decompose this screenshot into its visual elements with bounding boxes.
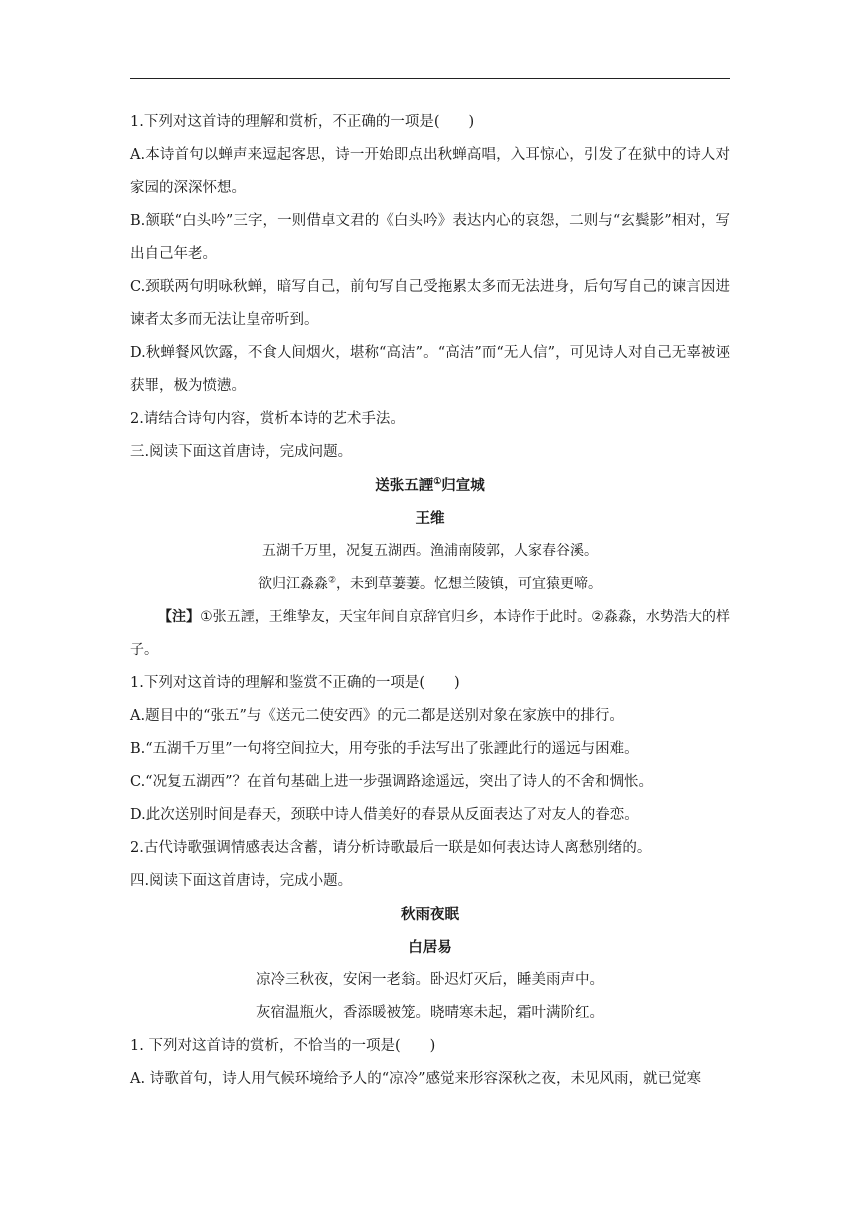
- question-text: 2.古代诗歌强调情感表达含蓄，请分析诗歌最后一联是如何表达诗人离愁别绪的。: [130, 840, 652, 856]
- question-text: 1.下列对这首诗的理解和赏析，不正确的一项是( ): [130, 114, 475, 130]
- option-d: D.秋蝉餐风饮露，不食人间烟火，堪称“高洁”。“高洁”而“无人信”，可见诗人对自己无辜被诬获罪，极为愤懑。: [130, 345, 730, 394]
- option-a: A.题目中的“张五”与《送元二使安西》的元二都是送别对象在家族中的排行。: [130, 708, 624, 724]
- footnote-marker: ①: [433, 477, 442, 488]
- poem-note: [130, 601, 730, 667]
- note-text: ①张五諲，王维挚友，天宝年间自京辞官归乡，本诗作于此时。②淼淼，水势浩大的样子。: [130, 609, 731, 658]
- question-text: 1. 下列对这首诗的赏析，不恰当的一项是( ): [130, 1038, 436, 1054]
- footnote-marker: ②: [327, 575, 337, 586]
- option-a: A. 诗歌首句，诗人用气候环境给予人的“凉冷”感觉来形容深秋之夜，未见风雨，就已觉寒: [130, 1071, 702, 1087]
- poem-line: 凉冷三秋夜，安闲一老翁。卧迟灯灭后，睡美雨声中。: [256, 972, 604, 988]
- option-d: D.此次送别时间是春天，颈联中诗人借美好的春景从反面表达了对友人的眷恋。: [130, 807, 639, 823]
- poem-line-part: ，未到草萋萋。忆想兰陵镇，可宜猿更啼。: [336, 576, 603, 592]
- header-rule: [130, 78, 730, 79]
- poem-title-part: 送张五諲: [375, 477, 434, 494]
- section-heading: 四.阅读下面这首唐诗，完成小题。: [130, 873, 353, 889]
- option-c: C.“况复五湖西”？在首句基础上进一步强调路途遥远，突出了诗人的不舍和惆怅。: [130, 774, 654, 790]
- note-label: 【注】: [158, 609, 201, 625]
- poem-line-part: 欲归江淼淼: [257, 576, 328, 592]
- poem-author: 白居易: [408, 939, 452, 956]
- document-body: [130, 106, 730, 1096]
- poem-title: 秋雨夜眠: [401, 906, 459, 923]
- section-heading: 三.阅读下面这首唐诗，完成问题。: [130, 444, 353, 460]
- poem-line: 五湖千万里，况复五湖西。渔浦南陵郭，人家春谷溪。: [262, 543, 598, 559]
- poem-author: 王维: [415, 510, 445, 527]
- poem-title: [130, 469, 730, 502]
- poem-title-part: 归宣城: [441, 477, 485, 494]
- poem-line: 灰宿温瓶火，香添暖被笼。晓晴寒未起，霜叶满阶红。: [256, 1005, 604, 1021]
- option-c: C.颈联两句明咏秋蝉，暗写自己，前句写自己受拖累太多而无法进身，后句写自己的谏言因进谏者太多而无法让皇帝听到。: [130, 279, 730, 328]
- poem-line: [130, 568, 730, 601]
- question-text: 2.请结合诗句内容，赏析本诗的艺术手法。: [130, 411, 405, 427]
- option-b: B.“五湖千万里”一句将空间拉大，用夸张的手法写出了张諲此行的遥远与困难。: [130, 741, 639, 757]
- option-b: B.颔联“白头吟”三字，一则借卓文君的《白头吟》表达内心的哀怨，二则与“玄鬓影”相对，写出自己年老。: [130, 213, 730, 262]
- option-a: A.本诗首句以蝉声来逗起客思，诗一开始即点出秋蝉高唱，入耳惊心，引发了在狱中的诗人对家园的深深怀想。: [130, 147, 730, 196]
- question-text: 1.下列对这首诗的理解和鉴赏不正确的一项是( ): [130, 675, 460, 691]
